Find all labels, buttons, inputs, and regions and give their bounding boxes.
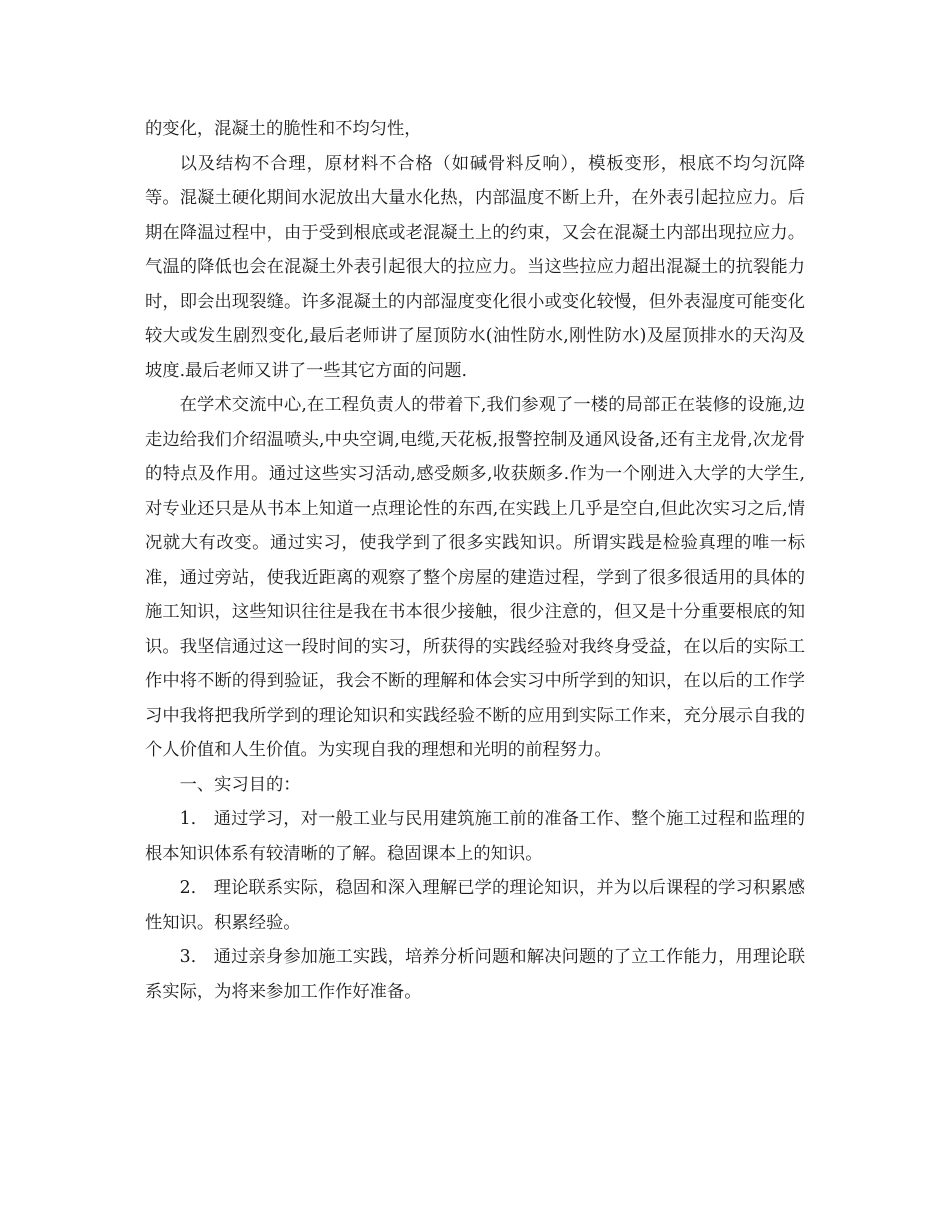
- paragraph-2: 以及结构不合理，原材料不合格（如碱骨料反响），模板变形，根底不均匀沉降等。混凝土硬化期间水泥放出大量水化热，内部温度不断上升，在外表引起拉应力。后期在降温过程中，由于受到根底或老混凝土上的约束，又会在混凝土内部出现拉应力。气温的降低也会在混凝土外表引起很大的拉应力。当这些拉应力超出混凝土的抗裂能力时，即会出现裂缝。许多混凝土的内部湿度变化很小或变化较慢，但外表湿度可能变化较大或发生剧烈变化,最后老师讲了屋顶防水(油性防水,刚性防水)及屋顶排水的天沟及坡度.最后老师又讲了一些其它方面的问题.: [145, 153, 805, 381]
- list-item-2: 2． 理论联系实际，稳固和深入理解已学的理论知识，并为以后课程的学习积累感性知识。积累经验。: [145, 878, 805, 933]
- section-heading-internship-purpose: 一、实习目的：: [179, 774, 301, 795]
- paragraph-3: 在学术交流中心,在工程负责人的带着下,我们参观了一楼的局部正在装修的设施,边走边给我们介绍温喷头,中央空调,电缆,天花板,报警控制及通风设备,还有主龙骨,次龙骨的特点及作用。通过这些实习活动,感受颇多,收获颇多.作为一个刚进入大学的大学生,对专业还只是从书本上知道一点理论性的东西,在实践上几乎是空白,但此次实习之后,情况就大有改变。通过实习，使我学到了很多实践知识。所谓实践是检验真理的唯一标准，通过旁站，使我近距离的观察了整个房屋的建造过程，学到了很多很适用的具体的施工知识，这些知识往往是我在书本很少接触，很少注意的，但又是十分重要根底的知识。我坚信通过这一段时间的实习，所获得的实践经验对我终身受益，在以后的实际工作中将不断的得到验证，我会不断的理解和体会实习中所学到的知识，在以后的工作学习中我将把我所学到的理论知识和实践经验不断的应用到实际工作来，充分展示自我的个人价值和人生价值。为实现自我的理想和光明的前程努力。: [145, 395, 805, 760]
- list-item-1: 1． 通过学习，对一般工业与民用建筑施工前的准备工作、整个施工过程和监理的根本知识体系有较清晰的了解。稳固课本上的知识。: [145, 809, 805, 864]
- paragraph-1: 的变化，混凝土的脆性和不均匀性，: [145, 119, 422, 139]
- list-item-3: 3． 通过亲身参加施工实践，培养分析问题和解决问题的了立工作能力，用理论联系实际，为将来参加工作作好准备。: [145, 947, 805, 1002]
- document-body: [145, 112, 805, 1009]
